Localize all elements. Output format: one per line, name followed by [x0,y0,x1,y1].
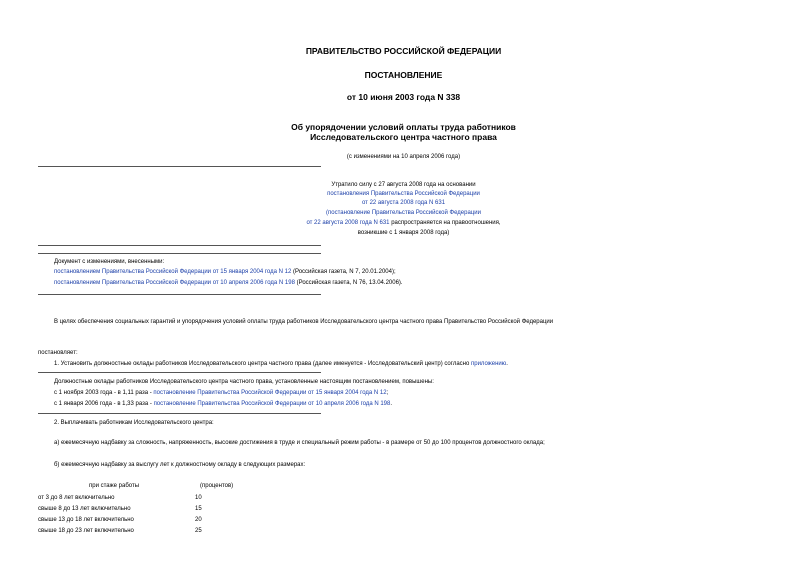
changes-item-1-link[interactable]: постановлением Правительства Российской Федерации от 15 января 2004 года N 12 [54,269,292,275]
salary-raise-2 [54,400,392,408]
salary-raise-1-end: ; [386,390,389,396]
salary-raise-1-link[interactable]: постановление Правительства Российской Федерации от 15 января 2004 года N 12 [153,390,387,396]
paragraph-1-end: . [506,361,508,367]
appendix-link[interactable]: приложению [470,361,507,367]
expired-notice-link-date-2[interactable]: от 22 августа 2008 года N 631 [306,220,390,226]
expired-notice-line1: Утратило силу с 27 августа 2008 года на основании [331,182,476,188]
document-title-line1: Об упорядочении условий оплаты труда работников [291,122,516,132]
salary-raise-1 [54,389,388,397]
table-row-percent: 20 [195,517,202,523]
table-row-range: свыше 8 до 13 лет включительно [38,506,131,512]
salary-raise-2-link[interactable]: постановление Правительства Российской Федерации от 10 апреля 2006 года N 198 [153,401,391,407]
table-row-range: свыше 13 до 18 лет включительно [38,517,134,523]
changes-item-2-source: (Российская газета, N 76, 13.04.2006). [294,280,403,286]
table-row-range: от 3 до 8 лет включительно [38,495,115,501]
table-row-percent: 25 [195,528,202,534]
government-heading: ПРАВИТЕЛЬСТВО РОССИЙСКОЙ ФЕДЕРАЦИИ [305,46,502,56]
expired-notice-line6: возникшие с 1 января 2008 года) [357,230,450,236]
paragraph-2b: б) ежемесячную надбавку за выслугу лет к должностному окладу в следующих размерах: [54,462,306,468]
salary-raise-2-end: . [390,401,393,407]
expired-notice-link-resolution-2[interactable]: (постановление Правительства Российской Федерации [326,210,481,216]
changes-item-2 [54,279,403,287]
table-header-percent: (процентов) [200,483,234,489]
separator-rule [38,294,321,295]
separator-rule [38,372,321,373]
changes-item-1-source: (Российская газета, N 7, 20.01.2004); [291,269,396,275]
resolves-word: постановляет: [38,350,78,356]
expired-notice-line5 [0,219,807,227]
expired-notice-link-date[interactable]: от 22 августа 2008 года N 631 [361,200,446,206]
salary-raise-intro: Должностные оклады работников Исследовательского центра частного права, установленные настоящим постановлением, повышены: [54,379,434,385]
document-date-number: от 10 июня 2003 года N 338 [346,92,461,102]
paragraph-2: 2. Выплачивать работникам Исследовательского центра: [54,420,214,426]
table-row-percent: 15 [195,506,202,512]
expired-notice-link-resolution[interactable]: постановления Правительства Российской Федерации [327,191,480,197]
paragraph-2a: а) ежемесячную надбавку за сложность, напряженность, высокие достижения в труде и специальный режим работы - в размере от 50 до 100 процентов должностного оклада; [54,440,545,446]
separator-rule [38,245,321,246]
changes-item-1 [54,268,396,276]
preamble-paragraph: В целях обеспечения социальных гарантий и упорядочения условий оплаты труда работников Исследовательского центра частного права Правительство Российской Федерации [54,319,554,325]
salary-raise-1-text: с 1 ноября 2003 года - в 1,11 раза - [54,390,154,396]
paragraph-1-text: 1. Установить должностные оклады работников Исследовательского центра частного права (далее именуется - Исследовательский центр) согласно [54,361,471,367]
document-title-line2: Исследовательского центра частного права [310,132,497,142]
separator-rule [38,413,321,414]
changes-intro: Документ с изменениями, внесенными: [54,259,165,265]
expired-notice-tail: распространяется на правоотношения, [389,220,501,226]
changes-item-2-link[interactable]: постановлением Правительства Российской Федерации от 10 апреля 2006 года N 198 [54,280,295,286]
table-row-range: свыше 18 до 23 лет включительно [38,528,134,534]
amendments-note: (с изменениями на 10 апреля 2006 года) [346,154,461,160]
table-header-seniority: при стаже работы [89,483,140,489]
salary-raise-2-text: с 1 января 2006 года - в 1,33 раза - [54,401,154,407]
table-row-percent: 10 [195,495,202,501]
document-type: ПОСТАНОВЛЕНИЕ [364,70,443,80]
separator-rule [38,253,321,254]
paragraph-1 [54,360,508,368]
separator-rule [38,166,321,167]
